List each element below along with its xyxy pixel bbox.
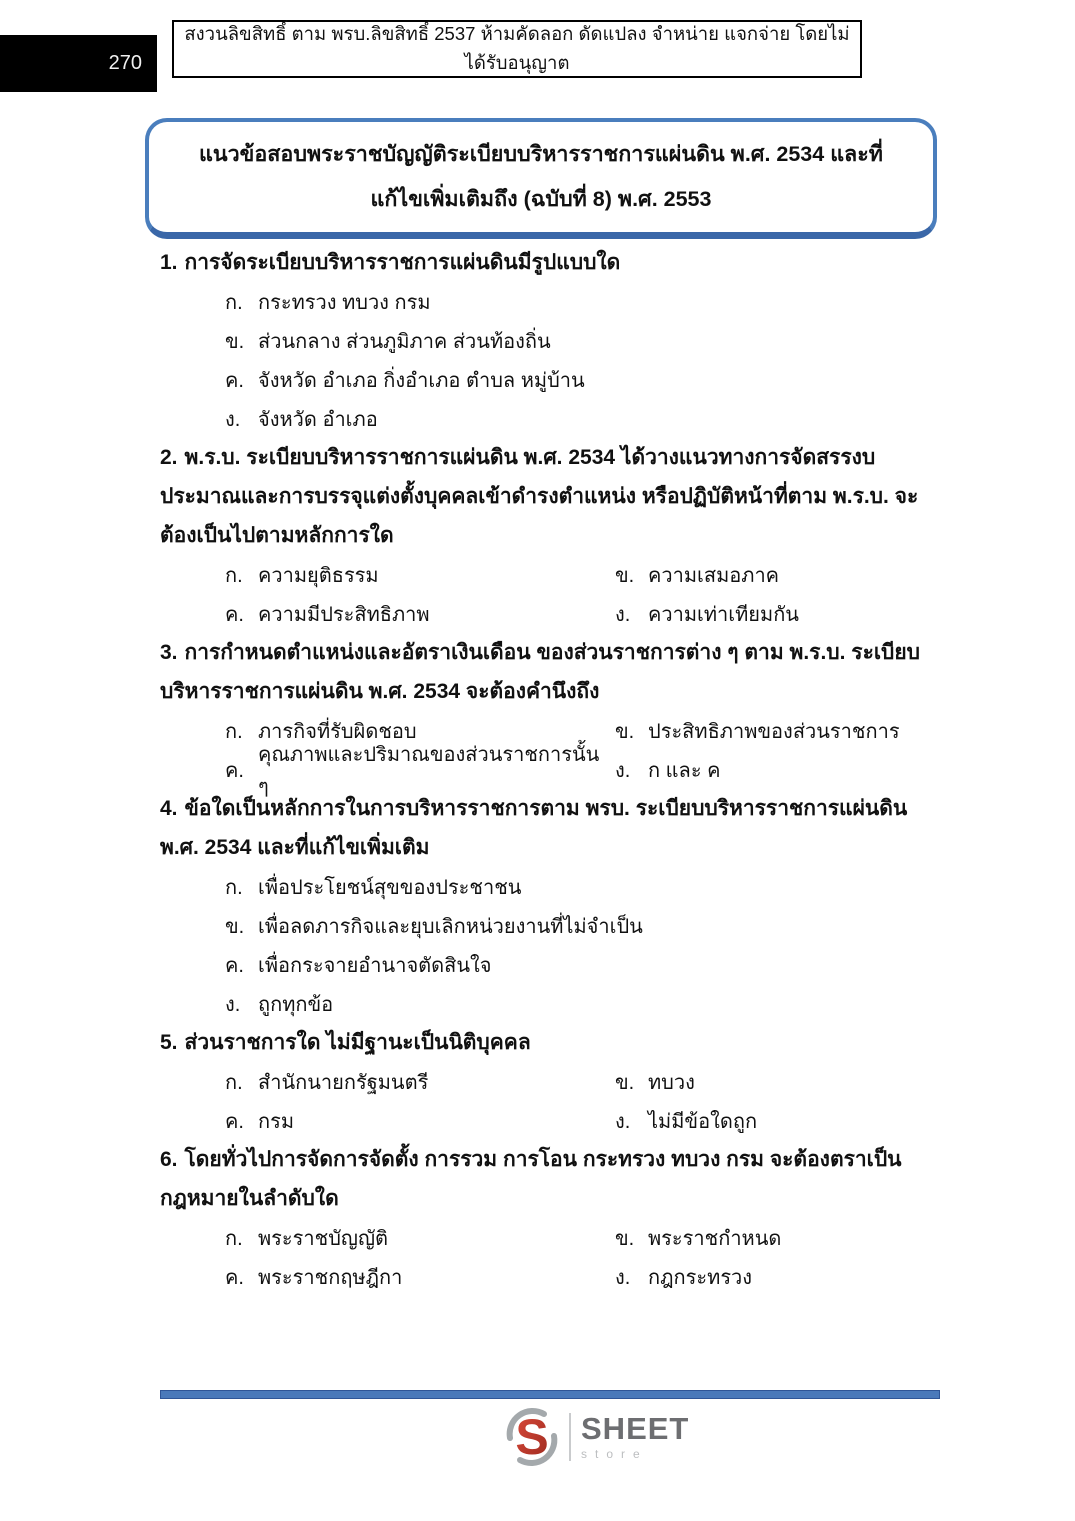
option-text: ถูกทุกข้อ: [258, 993, 334, 1016]
question-body: โดยทั่วไปการจัดการจัดตั้ง การรวม การโอน กระทรวง ทบวง กรม จะต้องตราเป็นกฎหมายในลำดับใด: [160, 1148, 902, 1210]
question-body: พ.ร.บ. ระเบียบบริหารราชการแผ่นดิน พ.ศ. 2534 ได้วางแนวทางการจัดสรรงบประมาณและการบรรจุแต่งตั้งบุคคลเข้าดำรงตำแหน่ง หรือปฏิบัติหน้าที่ตาม พ.ร.บ. จะต้องเป็นไปตามหลักการใด: [160, 446, 919, 547]
logo-divider: [569, 1413, 571, 1461]
option-text: พระราชบัญญัติ: [258, 1227, 388, 1250]
option-label: ง.: [615, 1266, 631, 1289]
question-body: การจัดระเบียบบริหารราชการแผ่นดินมีรูปแบบใด: [184, 251, 621, 274]
copyright-notice-box: [172, 20, 862, 78]
questions-area: [160, 243, 942, 1296]
options-list: [160, 711, 942, 798]
question-text: [160, 789, 942, 867]
option-c: [160, 945, 942, 984]
logo-text: [581, 1410, 690, 1461]
question-text: [160, 438, 942, 555]
question-3: [160, 633, 942, 798]
option-text: ความยุติธรรม: [258, 564, 379, 587]
option-a: [160, 555, 615, 594]
option-label: ข.: [615, 1071, 635, 1094]
option-text: ภารกิจที่รับผิดชอบ: [258, 720, 417, 743]
option-text: เพื่อกระจายอำนาจตัดสินใจ: [258, 954, 492, 977]
question-text: [160, 243, 942, 282]
option-label: ง.: [615, 603, 631, 626]
option-text: ความเสมอภาค: [648, 564, 780, 587]
option-d: [615, 1101, 942, 1140]
question-number: 4.: [160, 797, 178, 820]
option-label: ค.: [225, 954, 244, 977]
question-5: [160, 1023, 942, 1140]
question-number: 5.: [160, 1031, 178, 1054]
exam-title-box: [145, 118, 937, 239]
question-number: 6.: [160, 1148, 178, 1171]
exam-title: แนวข้อสอบพระราชบัญญัติระเบียบบริหารราชการแผ่นดิน พ.ศ. 2534 และที่แก้ไขเพิ่มเติมถึง (ฉบับที่ 8) พ.ศ. 2553: [199, 142, 883, 211]
question-text: [160, 1140, 942, 1218]
question-number: 3.: [160, 641, 178, 664]
option-text: พระราชกฤษฎีกา: [258, 1266, 403, 1289]
option-a: [160, 867, 942, 906]
question-2: [160, 438, 942, 633]
question-body: การกำหนดตำแหน่งและอัตราเงินเดือน ของส่วนราชการต่าง ๆ ตาม พ.ร.บ. ระเบียบบริหารราชการแผ่นดิน พ.ศ. 2534 จะต้องคำนึงถึง: [160, 641, 920, 703]
option-text: ความเท่าเทียมกัน: [648, 603, 799, 626]
option-text: กรม: [258, 1110, 295, 1133]
option-d: [160, 399, 942, 438]
footer-divider: [160, 1390, 940, 1399]
question-text: [160, 1023, 942, 1062]
option-text: เพื่อลดภารกิจและยุบเลิกหน่วยงานที่ไม่จำเป็น: [258, 915, 643, 938]
option-label: ค.: [225, 369, 244, 392]
question-number: 2.: [160, 446, 178, 469]
option-d: [615, 594, 942, 633]
option-label: ก.: [225, 876, 243, 899]
question-body: ข้อใดเป็นหลักการในการบริหารราชการตาม พรบ. ระเบียบบริหารราชการแผ่นดิน พ.ศ. 2534 และที่แก้ไขเพิ่มเติม: [160, 797, 908, 859]
option-text: พระราชกำหนด: [648, 1227, 782, 1250]
option-text: ก และ ค: [648, 759, 721, 782]
copyright-text: สงวนลิขสิทธิ์ ตาม พรบ.ลิขสิทธิ์ 2537 ห้ามคัดลอก ดัดแปลง จำหน่าย แจกจ่าย โดยไม่ได้รับอนุญาต: [184, 23, 850, 73]
option-text: คุณภาพและปริมาณของส่วนราชการนั้น ๆ: [258, 743, 600, 798]
option-label: ข.: [615, 720, 635, 743]
option-label: ง.: [225, 408, 241, 431]
option-text: ความมีประสิทธิภาพ: [258, 603, 430, 626]
logo-subtitle: store: [581, 1446, 648, 1461]
question-body: ส่วนราชการใด ไม่มีฐานะเป็นนิติบุคคล: [184, 1031, 531, 1054]
options-list: [160, 282, 942, 438]
option-c: [160, 360, 942, 399]
option-b: [615, 555, 942, 594]
question-4: [160, 789, 942, 1023]
option-label: ง.: [225, 993, 241, 1016]
option-d: [615, 1257, 942, 1296]
option-c: [160, 1257, 615, 1296]
question-1: [160, 243, 942, 438]
option-b: [160, 321, 942, 360]
option-text: จังหวัด อำเภอ: [258, 408, 378, 431]
options-list: [160, 867, 942, 1023]
option-label: ง.: [615, 759, 631, 782]
option-b: [615, 1218, 942, 1257]
page-number-box: [0, 35, 157, 92]
option-label: ก.: [225, 291, 243, 314]
option-text: สำนักนายกรัฐมนตรี: [258, 1071, 429, 1094]
question-number: 1.: [160, 251, 178, 274]
option-text: ไม่มีข้อใดถูก: [648, 1110, 758, 1133]
option-a: [160, 1218, 615, 1257]
option-c: [160, 1101, 615, 1140]
sheet-s-icon: [503, 1406, 561, 1468]
options-list: [160, 555, 942, 633]
option-d: [160, 984, 942, 1023]
option-text: กระทรวง ทบวง กรม: [258, 291, 431, 314]
page-number: 270: [108, 52, 142, 74]
option-text: ประสิทธิภาพของส่วนราชการ: [648, 720, 900, 743]
option-label: ก.: [225, 564, 243, 587]
option-c: [160, 594, 615, 633]
option-text: เพื่อประโยชน์สุขของประชาชน: [258, 876, 522, 899]
option-b: [615, 1062, 942, 1101]
svg-text:S: S: [515, 1409, 549, 1465]
option-label: ค.: [225, 603, 244, 626]
option-label: ก.: [225, 1071, 243, 1094]
option-label: ก.: [225, 720, 243, 743]
option-label: ค.: [225, 1266, 244, 1289]
option-text: จังหวัด อำเภอ กิ่งอำเภอ ตำบล หมู่บ้าน: [258, 369, 585, 392]
option-text: ส่วนกลาง ส่วนภูมิภาค ส่วนท้องถิ่น: [258, 330, 551, 353]
sheet-store-logo: [503, 1406, 689, 1468]
option-text: ทบวง: [648, 1071, 695, 1094]
option-d: [615, 750, 942, 789]
question-6: [160, 1140, 942, 1296]
question-text: [160, 633, 942, 711]
options-list: [160, 1062, 942, 1140]
option-a: [160, 282, 942, 321]
option-a: [160, 1062, 615, 1101]
option-b: [615, 711, 942, 750]
option-label: ง.: [615, 1110, 631, 1133]
option-label: ข.: [615, 564, 635, 587]
options-list: [160, 1218, 942, 1296]
option-text: กฎกระทรวง: [648, 1266, 753, 1289]
option-label: ข.: [615, 1227, 635, 1250]
option-label: ค.: [225, 759, 244, 782]
option-b: [160, 906, 942, 945]
option-label: ข.: [225, 330, 245, 353]
option-label: ค.: [225, 1110, 244, 1133]
option-label: ข.: [225, 915, 245, 938]
option-c: [160, 743, 615, 798]
logo-name: SHEET: [581, 1410, 690, 1446]
option-label: ก.: [225, 1227, 243, 1250]
